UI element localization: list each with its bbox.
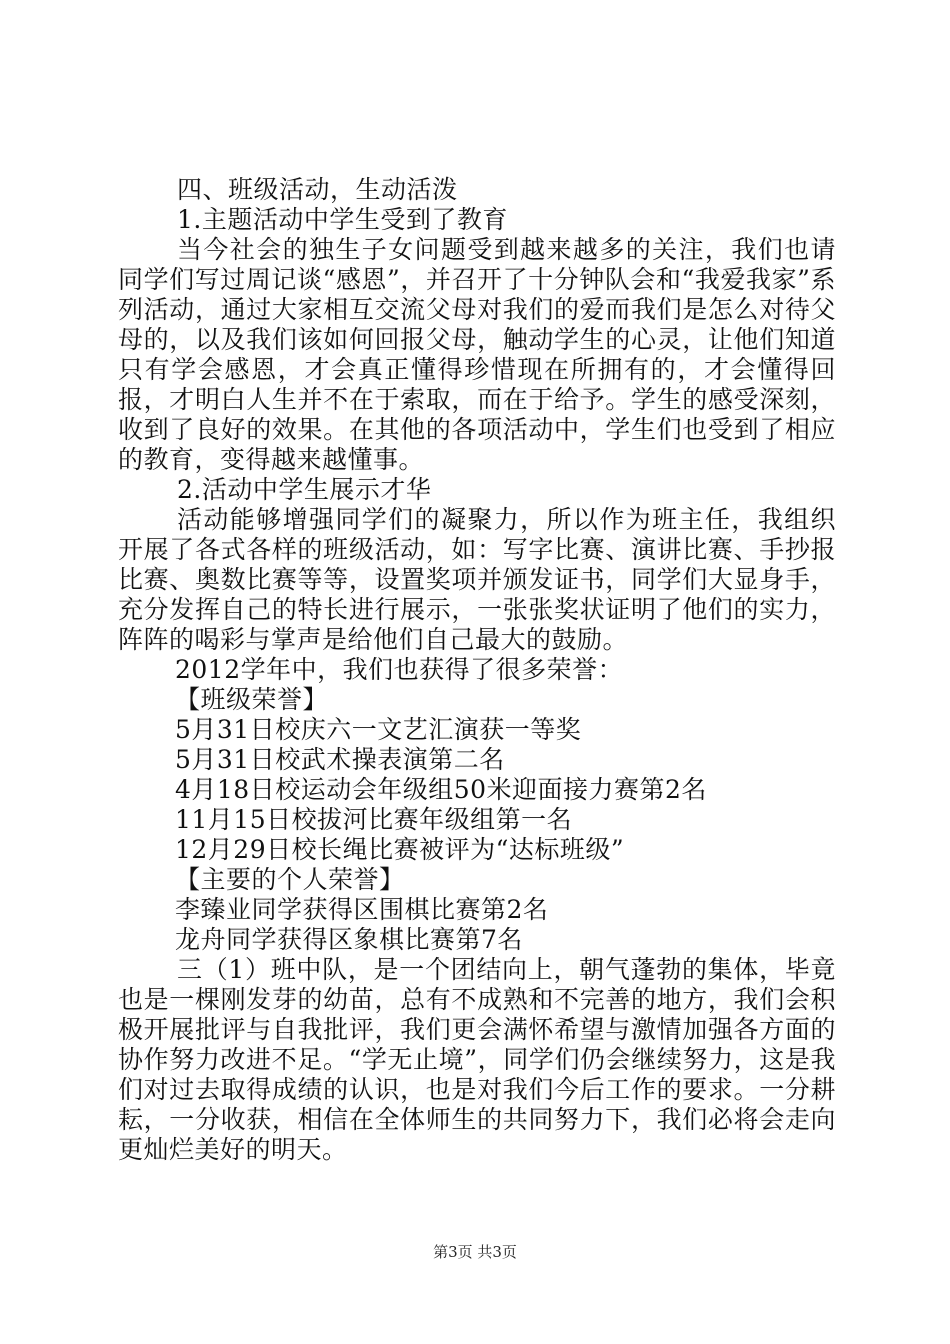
page-number-footer: 第3页 共3页	[433, 1243, 517, 1261]
personal-honor-item: 李臻业同学获得区围棋比赛第2名	[175, 895, 549, 924]
class-honor-item: 12月29日校长绳比赛被评为“达标班级”	[175, 835, 625, 864]
class-honors-title: 【班级荣誉】	[175, 685, 329, 714]
class-honor-item: 4月18日校运动会年级组50米迎面接力赛第2名	[175, 775, 707, 804]
class-honor-item: 5月31日校武术操表演第二名	[175, 745, 505, 774]
class-honor-item: 5月31日校庆六一文艺汇演获一等奖	[175, 715, 582, 744]
personal-honors-title: 【主要的个人荣誉】	[175, 865, 405, 894]
subheading-theme-activities: 1.主题活动中学生受到了教育	[177, 205, 508, 234]
subheading-showcase-talent: 2.活动中学生展示才华	[177, 475, 432, 504]
personal-honor-item: 龙舟同学获得区象棋比赛第7名	[175, 925, 523, 954]
section-heading: 四、班级活动，生动活泼	[177, 175, 458, 204]
document-body	[118, 175, 836, 1165]
paragraph-gratitude: 当今社会的独生子女问题受到越来越多的关注，我们也请同学们写过周记谈“感恩”，并召开了十分钟队会和“我爱我家”系列活动，通过大家相互交流父母对我们的爱而我们是怎么对待父母的，以及我们该如何回报父母，触动学生的心灵，让他们知道只有学会感恩，才会真正懂得珍惜现在所拥有的，才会懂得回报，才明白人生并不在于索取，而在于给予。学生的感受深刻，收到了良好的效果。在其他的各项活动中，学生们也受到了相应的教育，变得越来越懂事。	[118, 235, 836, 474]
honors-intro: 2012学年中，我们也获得了很多荣誉：	[175, 655, 624, 684]
paragraph-conclusion: 三（1）班中队，是一个团结向上，朝气蓬勃的集体，毕竟也是一棵刚发芽的幼苗，总有不成熟和不完善的地方，我们会积极开展批评与自我批评，我们更会满怀希望与激情加强各方面的协作努力改进不足。“学无止境”，同学们仍会继续努力，这是我们对过去取得成绩的认识，也是对我们今后工作的要求。一分耕耘，一分收获，相信在全体师生的共同努力下，我们必将会走向更灿烂美好的明天。	[118, 955, 836, 1164]
class-honor-item: 11月15日校拔河比赛年级组第一名	[175, 805, 573, 834]
paragraph-class-activities: 活动能够增强同学们的凝聚力，所以作为班主任，我组织开展了各式各样的班级活动，如：写字比赛、演讲比赛、手抄报比赛、奥数比赛等等，设置奖项并颁发证书，同学们大显身手，充分发挥自己的特长进行展示，一张张奖状证明了他们的实力，阵阵的喝彩与掌声是给他们自己最大的鼓励。	[118, 505, 836, 654]
